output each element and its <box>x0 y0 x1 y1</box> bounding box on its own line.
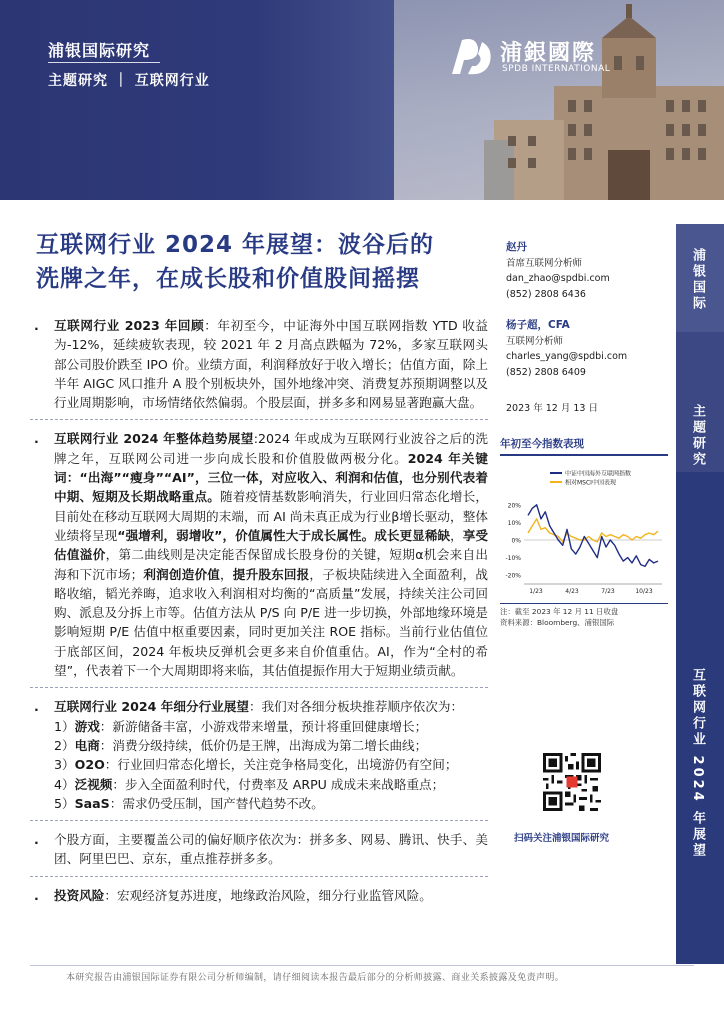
keywords-text: 2024 年关键词：“出海”“瘦身”“AI”，三位一体，对应收入、利润和估值，也分别代表着中期、短期及长期战略重点。 <box>54 450 489 505</box>
list-item <box>54 736 488 755</box>
analyst-email[interactable]: dan_zhao@spdbi.com <box>506 273 610 284</box>
list-number: 3） <box>54 757 75 773</box>
series-line <box>528 505 658 567</box>
side-tab-label: 互联网行业 2024 年展望 <box>690 668 705 860</box>
analyst-name: 赵丹 <box>506 241 527 253</box>
list-item <box>54 755 488 774</box>
footer-disclaimer: 本研究报告由浦银国际证券有限公司分析师编制，请仔细阅读本报告最后部分的分析师披露、商业关系披露及免责声明。 <box>66 973 565 983</box>
list-number: 4） <box>54 776 75 792</box>
emphasis-text: “强增利，弱增收”，价值属性大于成长属性。成长更显稀缺 <box>117 527 451 543</box>
list-number: 5） <box>54 795 75 811</box>
section-stock-preference <box>30 830 488 869</box>
report-body <box>30 316 488 905</box>
y-tick-label: -20% <box>505 572 521 580</box>
bullet-icon: . <box>34 832 39 848</box>
analyst-email[interactable]: charles_yang@spdbi.com <box>506 351 628 362</box>
list-key: O2O <box>74 757 105 773</box>
y-tick-label: 0% <box>511 537 521 545</box>
logo-chinese: 浦銀國際 <box>500 41 597 66</box>
list-key: 游戏 <box>74 718 100 734</box>
analyst-phone: (852) 2808 6409 <box>506 366 586 378</box>
series-line <box>528 519 658 542</box>
index-performance-chart <box>498 460 670 602</box>
list-text: ：步入全面盈利时代，付费率及 ARPU 成成未来战略重点； <box>112 776 445 792</box>
chart-bottom-rule <box>500 603 668 604</box>
analyst-role: 互联网分析师 <box>506 335 564 347</box>
brand-divider <box>48 62 160 63</box>
x-tick-label: 4/23 <box>565 588 579 595</box>
emphasis-text: 享受估值溢价 <box>54 527 489 563</box>
section-heading: 互联网行业 2024 年细分行业展望 <box>54 699 249 715</box>
report-title-line-1: 互联网行业 2024 年展望：波谷后的 <box>36 232 435 258</box>
report-title-line-2: 洗牌之年，在成长股和价值股间摇摆 <box>36 266 420 292</box>
analyst-card <box>506 240 610 302</box>
section-2023-review <box>30 316 488 412</box>
section-divider <box>30 687 488 689</box>
bullet-icon: . <box>34 318 39 333</box>
section-divider <box>30 820 488 822</box>
x-tick-label: 10/23 <box>635 588 653 595</box>
section-text: 随着疫情基数影响消失，行业回归常态化增长，目前处在移动互联网大周期的末端，而 AI 尚未真正成为行业β增长驱动，整体业绩将呈现 <box>54 489 489 543</box>
section-divider <box>30 876 488 878</box>
x-tick-label: 1/23 <box>529 588 543 595</box>
list-text: ：新游储备丰富，小游戏带来增量，预计将重回健康增长； <box>99 718 428 734</box>
legend-label: 中证中国海外互联网指数 <box>565 470 632 478</box>
section-text: ：年初至今，中证海外中国互联网指数 YTD 收益为-12%，延续疲软表现，较 2021 年 2 月高点跌幅为 72%，多家互联网头部公司股价跌至 IPO 价。业绩方面，利润释放好于收入增长；估值方面，除上半年 AIGC 风口推升 A 股个别板块外，国外地缘冲突、消费复苏预期调整以及行业周期影响，市场情绪依然偏弱。个股层面，拼多多和网易显著跑赢大盘。 <box>54 318 489 411</box>
footer-divider <box>30 965 694 966</box>
report-category: 主题研究 ｜ 互联网行业 <box>48 73 210 89</box>
chart-title: 年初至今指数表现 <box>500 438 584 450</box>
analyst-phone: (852) 2808 6436 <box>506 288 586 300</box>
brand-title: 浦银国际研究 <box>48 41 151 60</box>
punctuation: ， <box>220 566 233 582</box>
list-text: ：消费分级持续，低价仍是王牌，出海成为第二增长曲线； <box>99 737 428 753</box>
analyst-role: 首席互联网分析师 <box>506 257 583 269</box>
emphasis-text: 提升股东回报 <box>232 566 310 582</box>
section-text: ：我们对各细分板块推荐顺序依次为： <box>248 699 464 715</box>
y-tick-label: 20% <box>507 502 521 510</box>
section-divider <box>30 419 488 421</box>
side-tab-label: 主题研究 <box>690 404 705 468</box>
report-date: 2023 年 12 月 13 日 <box>506 403 598 414</box>
section-heading: 投资风险 <box>54 887 105 903</box>
chart-note: 注：截至 2023 年 12 月 11 日收盘 <box>500 607 619 616</box>
bullet-icon: . <box>34 887 39 903</box>
list-key: 电商 <box>74 737 100 753</box>
chart-notes <box>500 606 618 628</box>
section-text: ，第二曲线则是决定能否保留成长股身份的关键，短期α机会来自出海和下沉市场； <box>54 547 488 582</box>
x-tick-label: 7/23 <box>601 588 615 595</box>
report-title <box>36 228 486 296</box>
spdb-logo-icon <box>446 34 496 80</box>
punctuation: ， <box>450 527 463 543</box>
section-risks <box>30 886 488 905</box>
list-number: 1） <box>54 718 75 734</box>
list-key: SaaS <box>74 795 110 811</box>
section-heading: 互联网行业 2023 年回顾 <box>54 318 205 333</box>
analyst-card <box>506 318 627 380</box>
legend-label: 相对MSCI中国表现 <box>565 479 616 487</box>
bullet-icon: . <box>34 699 39 715</box>
section-text: ，子板块陆续进入全面盈利，战略收缩，韬光养晦，追求收入利润相对均衡的“高质量”发展，持续关注公司回购、派息及分拆上市等。估值方法从 P/S 向 P/E 进一步切换，外部地缘环境是影响短期 P/E 估值中枢重要因素，同时更加关注 ROE 指标。当前行业估值位于底部区间，2024 年板块反弹机会更多来自价值重估。AI，作为“全村的希望”，代表着下一个大周期即将来临，其估值提振作用大于短期业绩贡献。 <box>54 566 489 679</box>
y-tick-label: -10% <box>505 555 521 563</box>
list-text: ：行业回归常态化增长，关注竞争格局变化，出境游仍有空间； <box>104 757 458 773</box>
section-text: ：宏观经济复苏进度，地缘政治风险，细分行业监管风险。 <box>104 887 432 903</box>
list-text: ：需求仍受压制，国产替代趋势不改。 <box>109 795 324 811</box>
building-illustration <box>484 0 724 200</box>
side-tab-label: 浦银国际 <box>690 248 705 312</box>
chart-title-rule <box>500 454 668 456</box>
y-tick-label: 10% <box>507 519 521 527</box>
section-text: :2024 年或成为互联网行业波谷之后的洗牌之年，互联网公司进一步向成长股和价值股做两极分化。 <box>54 431 488 466</box>
section-heading: 互联网行业 2024 年整体趋势展望 <box>54 431 254 447</box>
chart-source: 资料来源：Bloomberg、浦银国际 <box>500 618 615 627</box>
logo-english: SPDB INTERNATIONAL <box>502 64 611 74</box>
qr-code-icon[interactable] <box>543 753 601 811</box>
list-number: 2） <box>54 737 75 753</box>
list-item <box>54 775 488 794</box>
bullet-icon: . <box>34 431 39 447</box>
list-key: 泛视频 <box>74 776 113 792</box>
analyst-name: 杨子超，CFA <box>506 319 570 331</box>
emphasis-text: 利润创造价值 <box>143 566 221 582</box>
list-item <box>54 717 488 736</box>
list-item <box>54 794 488 813</box>
section-2024-subsectors <box>30 697 488 813</box>
header-banner <box>0 0 724 200</box>
section-text: 个股方面，主要覆盖公司的偏好顺序依次为：拼多多、网易、腾讯、快手、美团、阿里巴巴、京东，重点推荐拼多多。 <box>54 832 488 867</box>
section-2024-trend <box>30 429 488 680</box>
qr-caption: 扫码关注浦银国际研究 <box>514 833 610 844</box>
